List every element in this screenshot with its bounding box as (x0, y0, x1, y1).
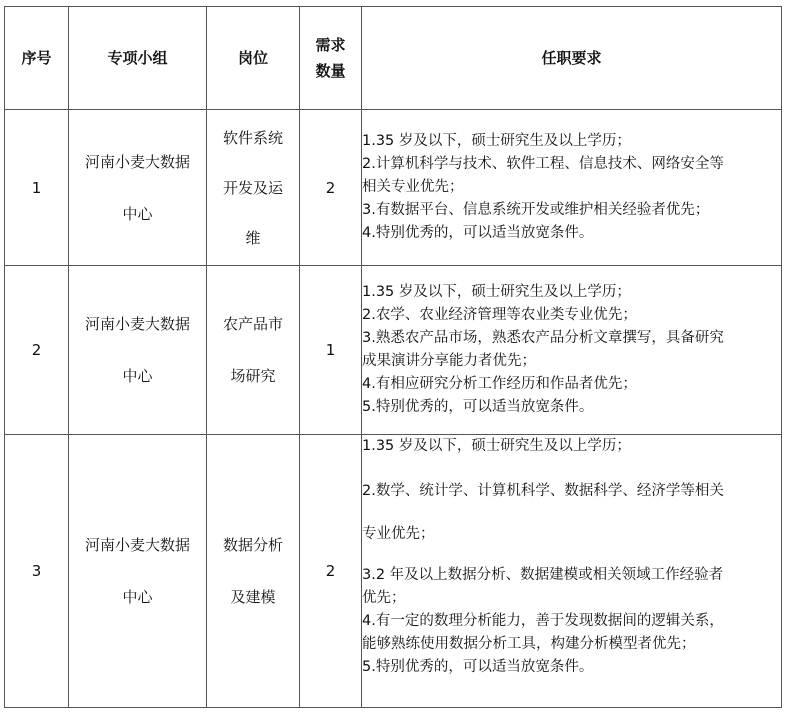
header-count-line2: 数量 (315, 62, 346, 80)
table-row (5, 435, 782, 708)
row-position-line: 数据分析 (222, 536, 283, 554)
row-position-line: 软件系统 (222, 128, 283, 147)
row-group-line: 中心 (122, 367, 153, 385)
requirement-line: 成果演讲分享能力者优先； (362, 353, 536, 369)
row-count: 2 (300, 110, 362, 266)
requirement-line: 优先； (362, 590, 406, 606)
requirement-line: 1.35 岁及以下，硕士研究生及以上学历； (362, 133, 631, 149)
row-group-line: 中心 (122, 588, 153, 606)
table-row (5, 266, 782, 435)
row-requirements (362, 110, 782, 266)
table-row (5, 110, 782, 266)
requirement-line: 3.熟悉农产品市场，熟悉农产品分析文章撰写，具备研究 (362, 330, 724, 346)
row-position-line: 农产品市 (222, 315, 283, 333)
row-position-line: 场研究 (230, 367, 276, 385)
row-group (69, 110, 207, 266)
requirement-line: 1.35 岁及以下，硕士研究生及以上学历； (362, 284, 631, 300)
row-requirements (362, 266, 782, 435)
requirement-line: 4.特别优秀的，可以适当放宽条件。 (362, 225, 594, 241)
requirement-line: 2.数学、统计学、计算机科学、数据科学、经济学等相关 (362, 483, 724, 499)
requirement-line: 相关专业优先； (362, 179, 464, 195)
header-requirements: 任职要求 (362, 7, 782, 110)
row-position-line: 开发及运 (222, 178, 283, 197)
row-index: 3 (5, 435, 69, 708)
row-index: 2 (5, 266, 69, 435)
row-position (207, 266, 300, 435)
requirement-line: 3.2 年及以上数据分析、数据建模或相关领域工作经验者 (362, 567, 724, 583)
row-group-line: 中心 (122, 204, 153, 223)
requirement-line: 5.特别优秀的，可以适当放宽条件。 (362, 399, 594, 415)
row-group-line: 河南小麦大数据 (84, 152, 190, 171)
requirement-line: 能够熟练使用数据分析工具，构建分析模型者优先； (362, 636, 696, 652)
requirement-line: 2.农学、农业经济管理等农业类专业优先； (362, 307, 637, 323)
header-group: 专项小组 (69, 7, 207, 110)
requirement-line: 5.特别优秀的，可以适当放宽条件。 (362, 659, 594, 675)
header-count-line1: 需求 (315, 36, 346, 54)
header-count (300, 7, 362, 110)
row-group-line: 河南小麦大数据 (84, 536, 190, 554)
row-position (207, 435, 300, 708)
row-index: 1 (5, 110, 69, 266)
row-position-line: 及建模 (230, 588, 276, 606)
header-index: 序号 (5, 7, 69, 110)
requirement-line: 1.35 岁及以下，硕士研究生及以上学历； (362, 438, 631, 454)
header-position: 岗位 (207, 7, 300, 110)
row-position (207, 110, 300, 266)
row-group-line: 河南小麦大数据 (84, 315, 190, 333)
requirement-line: 3.有数据平台、信息系统开发或维护相关经验者优先； (362, 202, 710, 218)
requirement-line: 2.计算机科学与技术、软件工程、信息技术、网络安全等 (362, 156, 724, 172)
requirement-line: 4.有相应研究分析工作经历和作品者优先； (362, 376, 637, 392)
row-position-line: 维 (245, 228, 261, 247)
row-group (69, 435, 207, 708)
requirement-line: 4.有一定的数理分析能力，善于发现数据间的逻辑关系， (362, 613, 724, 629)
row-count: 2 (300, 435, 362, 708)
job-requirements-table (4, 6, 782, 708)
row-count: 1 (300, 266, 362, 435)
row-requirements (362, 435, 782, 708)
requirement-line: 专业优先； (362, 526, 435, 542)
table-header-row (5, 7, 782, 110)
row-group (69, 266, 207, 435)
